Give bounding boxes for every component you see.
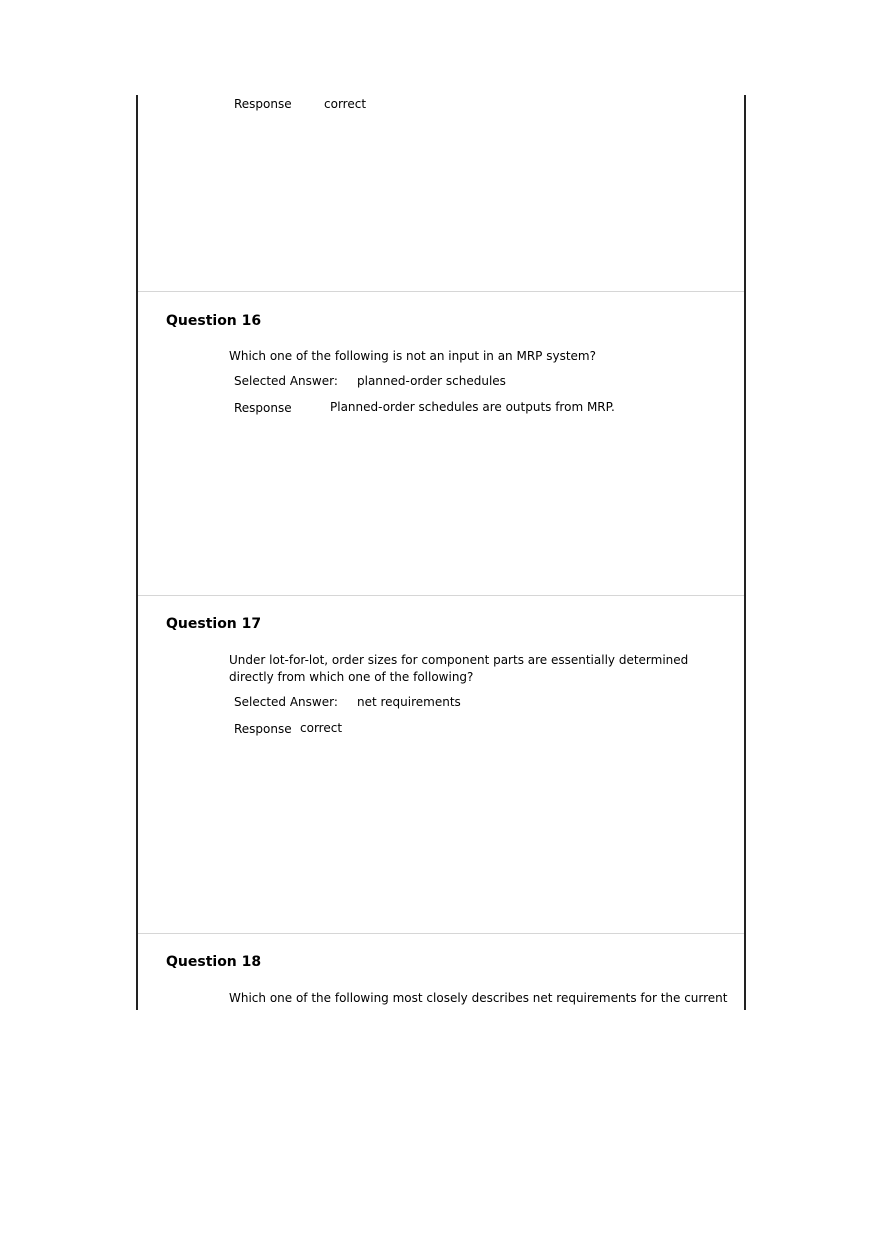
selected-answer-label: Selected Answer: <box>234 374 338 388</box>
response-label: Response <box>234 722 292 736</box>
selected-answer-label: Selected Answer: <box>234 695 338 709</box>
question-title: Question 18 <box>166 954 262 970</box>
question-prompt: Which one of the following is not an input in an MRP system? <box>229 349 596 363</box>
response-value: correct <box>300 721 343 735</box>
question-title: Question 17 <box>166 616 262 632</box>
response-value: correct <box>324 97 367 111</box>
question-prompt: Under lot-for-lot, order sizes for component parts are essentially determined directly from which one of the following? <box>229 653 689 684</box>
question-divider <box>138 595 744 596</box>
question-title: Question 16 <box>166 313 262 329</box>
question-divider <box>138 291 744 292</box>
response-label: Response <box>234 97 292 111</box>
selected-answer-value: net requirements <box>357 695 461 709</box>
quiz-results-frame <box>136 95 746 1010</box>
question-prompt: Which one of the following most closely describes net requirements for the current <box>229 991 728 1005</box>
question-divider <box>138 933 744 934</box>
response-label: Response <box>234 401 292 415</box>
response-value: Planned-order schedules are outputs from MRP. <box>330 400 615 414</box>
selected-answer-value: planned-order schedules <box>357 374 506 388</box>
